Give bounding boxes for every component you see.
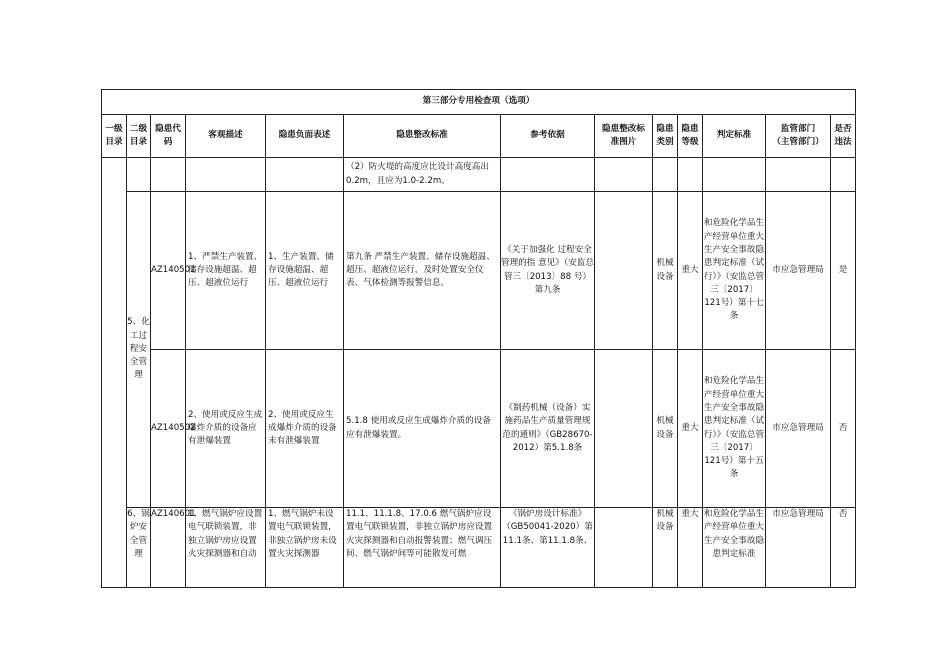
negative-cell: 1、燃气锅炉未设置电气联锁装置，非独立锅炉房未设置火灾探测器 [266,508,344,588]
standard-cell: 第九条 严禁生产装置、储存设施超温、超压、超液位运行，及时处置安全仪表、气体检测等报警信息。 [344,192,501,350]
header-row [102,115,856,158]
header-violation: 是否 违法 [831,115,856,158]
objective-cell [186,158,266,192]
picture-cell [595,192,653,350]
violation-cell [831,158,856,192]
standard-cell: 5.1.8 使用或反应生成爆炸介质的设备应有泄爆装置。 [344,350,501,508]
header-standard: 隐患整改标准 [344,115,501,158]
grade-cell [678,158,703,192]
reference-cell [501,158,595,192]
category-cell: 机械设备 [653,508,678,588]
department-cell [766,158,831,192]
reference-cell: 《关于加强化 过程安全管理的指 意见》（安监总管三〔2013〕88 号）第九条 [501,192,595,350]
violation-cell: 是 [831,192,856,350]
header-level1: 一级 目录 [102,115,127,158]
grade-cell: 重大 [678,350,703,508]
objective-cell: 1、燃气锅炉应设置电气联锁装置，非独立锅炉房应设置火灾探测器和自动 [186,508,266,588]
standard-cell: 11.1、11.1.8、17.0.6 燃气锅炉应设置电气联锁装置，非独立锅炉房应设置火灾探测器和自动报警装置；燃气调压间、燃气锅炉间等可能散发可燃 [344,508,501,588]
level1-cell [102,158,127,588]
grade-cell: 重大 [678,192,703,350]
table-row [102,158,856,192]
category-cell: 机械设备 [653,192,678,350]
negative-cell [266,158,344,192]
table-caption: 第三部分专用检查项（选项） [102,90,856,115]
header-category: 隐患 类别 [653,115,678,158]
department-cell: 市应急管理局 [766,350,831,508]
header-picture: 隐患整改标 准图片 [595,115,653,158]
judgement-cell: 和危险化学品生产经营单位重大生产安全事故隐患判定标准（试行）》（安监总管三〔2017〕121号）第十五条 [703,350,766,508]
category-cell [653,158,678,192]
violation-cell: 否 [831,508,856,588]
header-negative: 隐患负面表述 [266,115,344,158]
standard-cell: （2）防火堤的高度应比设计高度高出0.2m，且应为1.0-2.2m。 [344,158,501,192]
category-cell: 机械设备 [653,350,678,508]
judgement-cell: 和危险化学品生产经营单位重大生产安全事故隐患判定标准 [703,508,766,588]
department-cell: 市应急管理局 [766,192,831,350]
header-grade: 隐患 等级 [678,115,703,158]
grade-cell: 重大 [678,508,703,588]
reference-cell: 《制药机械（设备）实施药品生产质量管理规范的通则》（GB28670-2012）第5.1.8条 [501,350,595,508]
table-row [102,350,856,508]
judgement-cell [703,158,766,192]
header-level2: 二级 目录 [127,115,151,158]
code-cell: AZ140502 [151,350,186,508]
department-cell: 市应急管理局 [766,508,831,588]
inspection-table [101,89,856,588]
level2-cell [127,158,151,192]
violation-cell: 否 [831,350,856,508]
table-row [102,508,856,588]
negative-cell: 2、使用或反应生成爆炸介质的设备未有泄爆装置 [266,350,344,508]
code-cell: AZ140501 [151,192,186,350]
header-objective: 客观描述 [186,115,266,158]
reference-cell: 《锅炉房设计标准》（GB50041-2020）第11.1条、第11.1.8条、 [501,508,595,588]
negative-cell: 1、生产装置、储存设施超温、超压、超液位运行 [266,192,344,350]
table-row [102,192,856,350]
level2-cell: 5、化工过程安全管理 [127,192,151,508]
judgement-cell: 和危险化学品生产经营单位重大生产安全事故隐患判定标准（试行）》（安监总管三〔2017〕121号）第十七条 [703,192,766,350]
picture-cell [595,350,653,508]
picture-cell [595,158,653,192]
header-department: 监管部门 （主管部门） [766,115,831,158]
picture-cell [595,508,653,588]
level2-cell: 6、锅炉安全管理 [127,508,151,588]
header-judgement: 判定标准 [703,115,766,158]
objective-cell: 1、严禁生产装置、储存设施超温、超压、超液位运行 [186,192,266,350]
code-cell [151,158,186,192]
code-cell: AZ140601 [151,508,186,588]
objective-cell: 2、使用或反应生成爆炸介质的设备应有泄爆装置 [186,350,266,508]
header-code: 隐患代 码 [151,115,186,158]
header-reference: 参考依据 [501,115,595,158]
